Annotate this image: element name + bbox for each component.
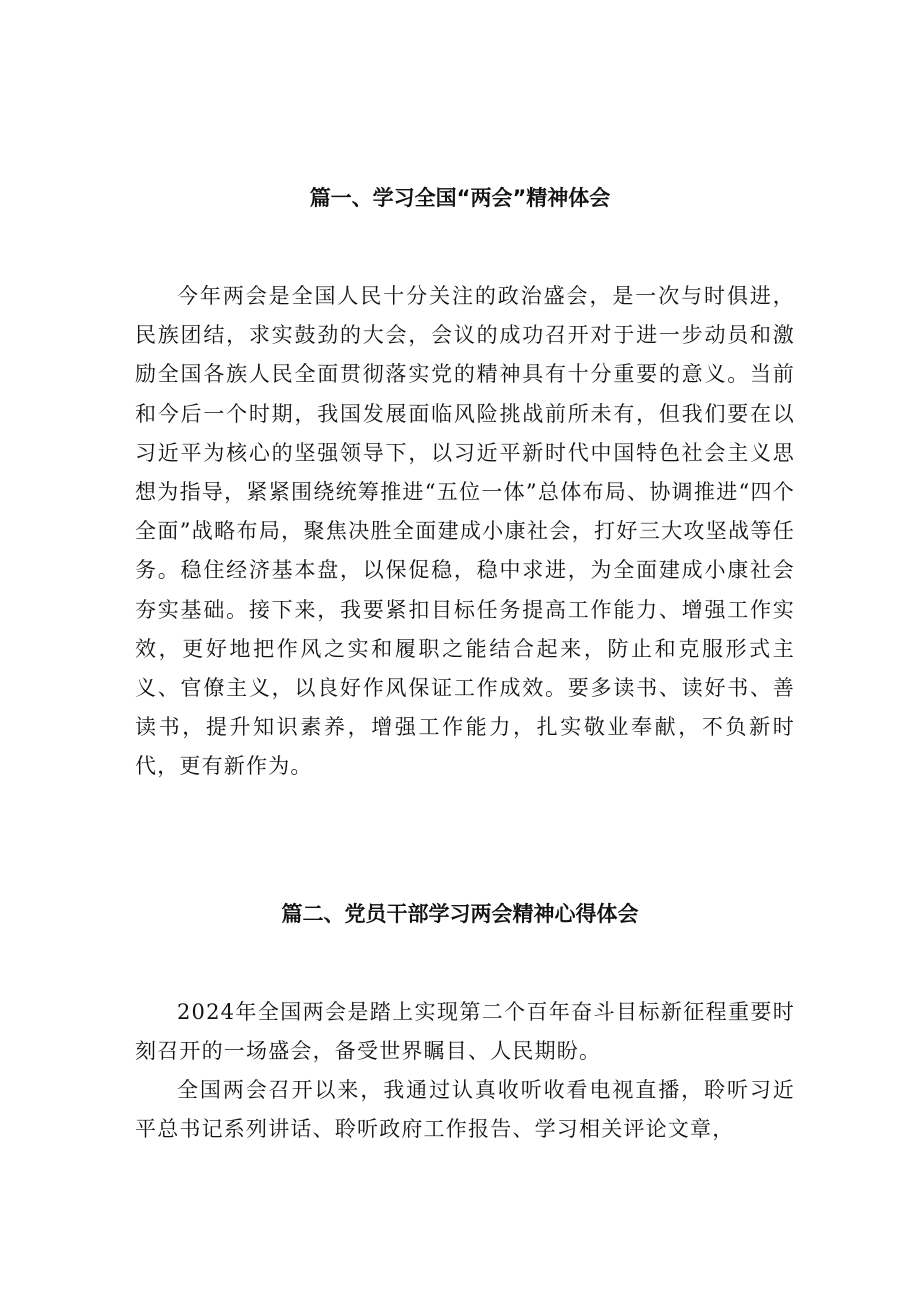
section-two-title: 篇二、党员干部学习两会精神心得体会 [281, 902, 639, 926]
section-two-paragraph-1: 2024年全国两会是踏上实现第二个百年奋斗目标新征程重要时刻召开的一场盛会，备受世界瞩目、人民期盼。 [135, 1000, 795, 1064]
section-one-paragraph: 今年两会是全国人民十分关注的政治盛会，是一次与时俱进，民族团结，求实鼓劲的大会，会议的成功召开对于进一步动员和激励全国各族人民全面贯彻落实党的精神具有十分重要的意义。当前和今后一个时期，我国发展面临风险挑战前所未有，但我们要在以习近平为核心的坚强领导下，以习近平新时代中国特色社会主义思想为指导，紧紧围绕统筹推进“五位一体”总体布局、协调推进“四个全面”战略布局，聚焦决胜全面建成小康社会，打好三大攻坚战等任务。稳住经济基本盘，以保促稳，稳中求进，为全面建成小康社会夯实基础。接下来，我要紧扣目标任务提高工作能力、增强工作实效，更好地把作风之实和履职之能结合起来，防止和克服形式主义、官僚主义，以良好作风保证工作成效。要多读书、读好书、善读书，提升知识素养，增强工作能力，扎实敬业奉献，不负新时代，更有新作为。 [135, 284, 795, 779]
section-two-paragraph-2: 全国两会召开以来，我通过认真收听收看电视直播，聆听习近平总书记系列讲话、聆听政府工作报告、学习相关评论文章， [135, 1078, 795, 1142]
section-one-title: 篇一、学习全国“两会”精神体会 [309, 186, 611, 210]
